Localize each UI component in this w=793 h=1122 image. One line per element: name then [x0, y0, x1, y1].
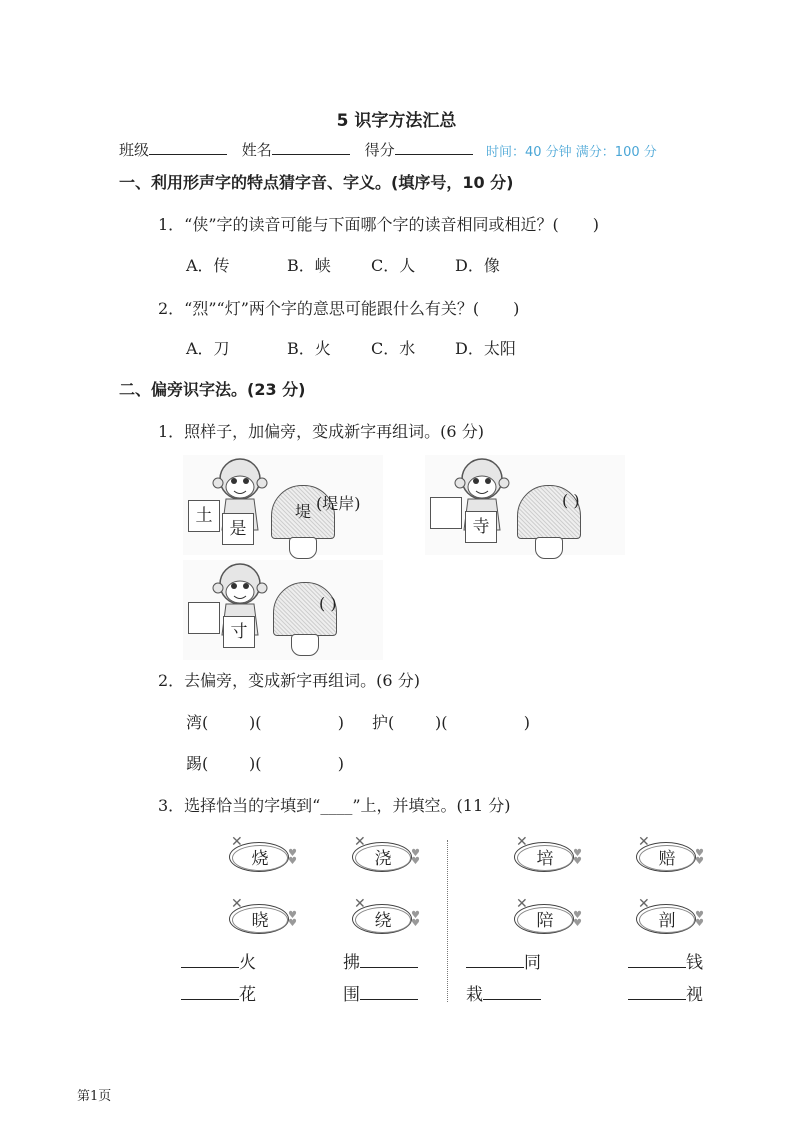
- word-answer-blank[interactable]: ( ): [562, 491, 580, 510]
- score-label: 得分: [364, 141, 395, 159]
- name-field[interactable]: [272, 140, 350, 155]
- source-char: 湾: [186, 713, 203, 732]
- word-answer-blank[interactable]: ( ): [319, 594, 337, 613]
- bow-icon: ✕: [638, 896, 650, 912]
- mushroom-stem: [289, 537, 317, 559]
- divider-dashed: [447, 840, 448, 1002]
- fill-char: 围: [343, 985, 360, 1005]
- result-char: 堤: [271, 485, 335, 539]
- blank-line[interactable]: [628, 983, 686, 1000]
- section2-heading: 二、偏旁识字法。(23 分): [119, 380, 306, 399]
- radical-blank[interactable]: [430, 497, 462, 529]
- bow-icon: ✕: [638, 834, 650, 850]
- hearts-icon: ♥ ♥: [573, 848, 582, 867]
- bow-icon: ✕: [516, 896, 528, 912]
- char-oval: [352, 834, 420, 872]
- bow-icon: ✕: [354, 896, 366, 912]
- char-oval: [636, 834, 704, 872]
- hearts-icon: ♥ ♥: [288, 848, 297, 867]
- fill-char: 花: [239, 985, 256, 1005]
- fill-char: 火: [239, 953, 256, 973]
- student-info: [119, 139, 483, 160]
- hearts-icon: ♥ ♥: [411, 910, 420, 929]
- fill-blank[interactable]: [628, 980, 703, 1005]
- choice-char: 剖: [658, 911, 676, 931]
- blank-line[interactable]: [360, 951, 418, 968]
- hearts-icon: ♥ ♥: [411, 848, 420, 867]
- answer-blanks[interactable]: ( )( ): [388, 713, 530, 732]
- name-label: 姓名: [241, 141, 272, 159]
- question-2-2: 2．去偏旁，变成新字再组词。(6 分): [158, 671, 420, 690]
- section1-heading: 一、利用形声字的特点猜字音、字义。(填序号，10 分): [119, 173, 514, 192]
- char-oval: [352, 896, 420, 934]
- remove-radical-item[interactable]: [372, 710, 530, 733]
- fill-blank[interactable]: [628, 948, 703, 973]
- question-1-2: [158, 296, 519, 319]
- question-2-3: 3．选择恰当的字填到“____”上，并填空。(11 分): [158, 796, 511, 815]
- base-card: 是: [222, 513, 254, 545]
- paren-close: ): [592, 215, 600, 234]
- class-label: 班级: [119, 141, 150, 159]
- class-field[interactable]: [149, 140, 227, 155]
- hearts-icon: ♥ ♥: [695, 910, 704, 929]
- choice-char: 陪: [536, 911, 554, 931]
- base-card: 寺: [465, 511, 497, 543]
- char-oval: [229, 834, 297, 872]
- choice-char: 赔: [658, 849, 676, 869]
- fill-char: 拂: [343, 953, 360, 973]
- hearts-icon: ♥ ♥: [695, 848, 704, 867]
- score-field[interactable]: [395, 140, 473, 155]
- remove-radical-item[interactable]: [186, 710, 344, 733]
- question-2-1: 1．照样子，加偏旁，变成新字再组词。(6 分): [158, 422, 484, 441]
- radical-blank[interactable]: [188, 602, 220, 634]
- char-oval: [229, 896, 297, 934]
- mushroom-stem: [291, 634, 319, 656]
- page-number: 第1页: [77, 1089, 112, 1104]
- option-b: B．火: [287, 339, 331, 358]
- answer-blanks[interactable]: ( )( ): [202, 713, 344, 732]
- fill-char: 同: [524, 953, 541, 973]
- fill-blank[interactable]: [343, 948, 418, 973]
- option-c: C．水: [371, 339, 416, 358]
- fill-char: 栽: [466, 985, 483, 1005]
- exercise-picture-2: [425, 455, 625, 555]
- fill-blank[interactable]: [466, 948, 541, 973]
- bow-icon: ✕: [231, 834, 243, 850]
- fill-blank[interactable]: [343, 980, 418, 1005]
- example-picture: [183, 455, 383, 555]
- blank-line[interactable]: [181, 951, 239, 968]
- bow-icon: ✕: [516, 834, 528, 850]
- char-oval: [636, 896, 704, 934]
- source-char: 护: [372, 713, 389, 732]
- mushroom-stem: [535, 537, 563, 559]
- question-1-1: [158, 212, 599, 235]
- remove-radical-item[interactable]: [186, 751, 344, 774]
- bow-icon: ✕: [354, 834, 366, 850]
- base-card: 寸: [223, 616, 255, 648]
- bow-icon: ✕: [231, 896, 243, 912]
- option-a: A．传: [186, 256, 230, 275]
- option-a: A．刀: [186, 339, 230, 358]
- page-title: 5 识字方法汇总: [336, 111, 457, 131]
- choice-char: 培: [536, 849, 554, 869]
- blank-line[interactable]: [360, 983, 418, 1000]
- fill-blank[interactable]: [181, 980, 256, 1005]
- blank-line[interactable]: [483, 983, 541, 1000]
- radical-card: 土: [188, 500, 220, 532]
- source-char: 踢: [186, 754, 203, 773]
- choice-char: 绕: [374, 911, 392, 931]
- paren-close: ): [513, 299, 520, 318]
- hearts-icon: ♥ ♥: [288, 910, 297, 929]
- option-c: C．人: [371, 256, 416, 275]
- option-b: B．峡: [287, 256, 331, 275]
- blank-line[interactable]: [181, 983, 239, 1000]
- choice-char: 浇: [374, 849, 392, 869]
- fill-blank[interactable]: [181, 948, 256, 973]
- choice-char: 晓: [251, 911, 269, 931]
- fill-char: 视: [686, 985, 703, 1005]
- blank-line[interactable]: [466, 951, 524, 968]
- word-answer: (堤岸): [316, 494, 361, 513]
- exercise-picture-3: [183, 560, 383, 660]
- char-oval: [514, 834, 582, 872]
- question-text: 1．“侠”字的读音可能与下面哪个字的读音相同或相近？(: [158, 215, 559, 234]
- choice-char: 烧: [251, 849, 269, 869]
- blank-line[interactable]: [628, 951, 686, 968]
- fill-char: 钱: [686, 953, 703, 973]
- option-d: D．太阳: [455, 339, 516, 358]
- fill-blank[interactable]: [466, 980, 541, 1005]
- time-score-info: 时间：40 分钟 满分：100 分: [486, 145, 657, 160]
- answer-blanks[interactable]: ( )( ): [202, 754, 344, 773]
- char-oval: [514, 896, 582, 934]
- question-text: 2．“烈”“灯”两个字的意思可能跟什么有关？(: [158, 299, 480, 318]
- option-d: D．像: [455, 256, 500, 275]
- hearts-icon: ♥ ♥: [573, 910, 582, 929]
